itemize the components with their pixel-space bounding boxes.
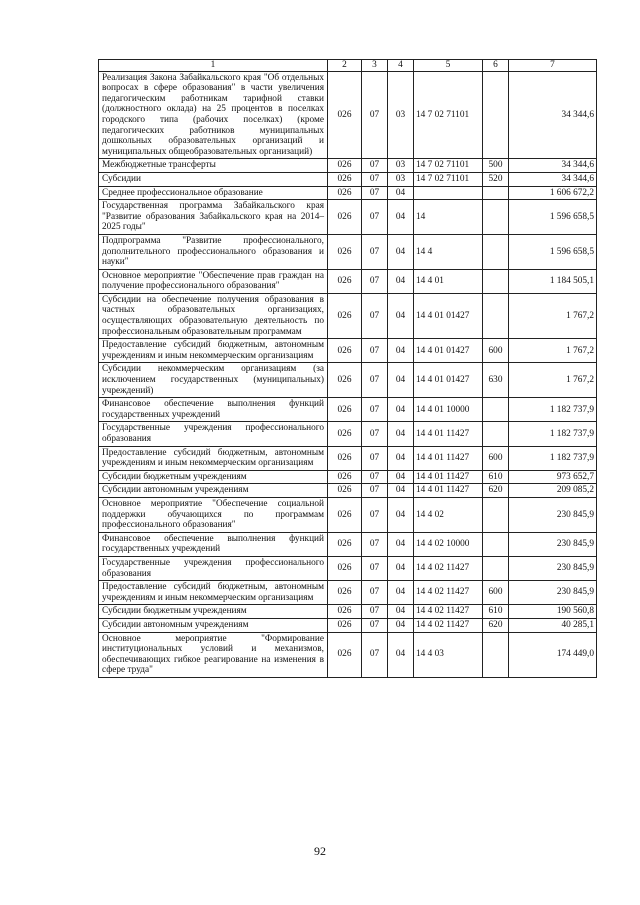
cell-section: 07 xyxy=(362,422,388,446)
cell-target-article: 14 4 xyxy=(414,234,483,269)
cell-subsection: 04 xyxy=(388,339,414,363)
cell-expense-type: 520 xyxy=(483,172,509,186)
cell-ministry-code: 026 xyxy=(328,470,362,484)
table-row xyxy=(99,269,597,293)
cell-target-article: 14 7 02 71101 xyxy=(414,159,483,173)
cell-expense-type: 600 xyxy=(483,339,509,363)
cell-subsection: 04 xyxy=(388,605,414,619)
cell-expense-type xyxy=(483,632,509,677)
cell-amount: 973 652,7 xyxy=(509,470,597,484)
cell-subsection: 04 xyxy=(388,632,414,677)
cell-section: 07 xyxy=(362,71,388,159)
cell-description: Основное мероприятие "Формирование институциональных условий и механизмов, обеспечивающих гибкое реагирование на изменения в сфере труда" xyxy=(99,632,328,677)
cell-section: 07 xyxy=(362,581,388,605)
cell-section: 07 xyxy=(362,532,388,556)
cell-amount: 1 184 505,1 xyxy=(509,269,597,293)
column-header: 3 xyxy=(362,60,388,72)
cell-amount: 230 845,9 xyxy=(509,556,597,580)
cell-ministry-code: 026 xyxy=(328,172,362,186)
table-header-row xyxy=(99,60,597,72)
table-row xyxy=(99,186,597,200)
cell-description: Субсидии xyxy=(99,172,328,186)
cell-description: Субсидии некоммерческим организациям (за исключением государственных (муниципальных) учреждений) xyxy=(99,363,328,398)
cell-target-article: 14 4 01 01427 xyxy=(414,363,483,398)
cell-amount: 230 845,9 xyxy=(509,497,597,532)
cell-ministry-code: 026 xyxy=(328,581,362,605)
cell-ministry-code: 026 xyxy=(328,269,362,293)
cell-expense-type: 620 xyxy=(483,484,509,498)
cell-target-article: 14 4 02 10000 xyxy=(414,532,483,556)
cell-section: 07 xyxy=(362,446,388,470)
cell-description: Субсидии бюджетным учреждениям xyxy=(99,470,328,484)
cell-subsection: 04 xyxy=(388,363,414,398)
cell-description: Подпрограмма "Развитие профессионального, дополнительного профессионального образования и науки" xyxy=(99,234,328,269)
cell-ministry-code: 026 xyxy=(328,159,362,173)
budget-table xyxy=(98,59,597,678)
page-number: 92 xyxy=(314,844,326,858)
cell-expense-type xyxy=(483,497,509,532)
cell-section: 07 xyxy=(362,618,388,632)
cell-subsection: 04 xyxy=(388,293,414,338)
table-row xyxy=(99,234,597,269)
cell-subsection: 04 xyxy=(388,398,414,422)
cell-subsection: 04 xyxy=(388,618,414,632)
table-row xyxy=(99,556,597,580)
cell-expense-type: 630 xyxy=(483,363,509,398)
cell-amount: 230 845,9 xyxy=(509,532,597,556)
cell-description: Государственные учреждения профессионального образования xyxy=(99,556,328,580)
cell-description: Предоставление субсидий бюджетным, автономным учреждениям и иным некоммерческим организациям xyxy=(99,446,328,470)
cell-section: 07 xyxy=(362,159,388,173)
cell-section: 07 xyxy=(362,470,388,484)
cell-subsection: 04 xyxy=(388,422,414,446)
cell-expense-type xyxy=(483,269,509,293)
cell-ministry-code: 026 xyxy=(328,363,362,398)
cell-target-article: 14 4 01 xyxy=(414,269,483,293)
cell-ministry-code: 026 xyxy=(328,398,362,422)
cell-section: 07 xyxy=(362,293,388,338)
cell-section: 07 xyxy=(362,269,388,293)
cell-ministry-code: 026 xyxy=(328,339,362,363)
cell-expense-type: 600 xyxy=(483,446,509,470)
cell-expense-type: 620 xyxy=(483,618,509,632)
cell-subsection: 04 xyxy=(388,484,414,498)
cell-expense-type xyxy=(483,556,509,580)
cell-amount: 40 285,1 xyxy=(509,618,597,632)
cell-description: Финансовое обеспечение выполнения функций государственных учреждений xyxy=(99,398,328,422)
cell-target-article: 14 7 02 71101 xyxy=(414,172,483,186)
cell-expense-type: 600 xyxy=(483,581,509,605)
cell-ministry-code: 026 xyxy=(328,618,362,632)
cell-target-article: 14 4 02 11427 xyxy=(414,618,483,632)
cell-section: 07 xyxy=(362,172,388,186)
cell-ministry-code: 026 xyxy=(328,186,362,200)
cell-ministry-code: 026 xyxy=(328,484,362,498)
cell-target-article: 14 4 01 11427 xyxy=(414,484,483,498)
table-row xyxy=(99,159,597,173)
cell-ministry-code: 026 xyxy=(328,497,362,532)
cell-amount: 1 596 658,5 xyxy=(509,200,597,235)
cell-expense-type xyxy=(483,293,509,338)
cell-section: 07 xyxy=(362,484,388,498)
cell-description: Субсидии на обеспечение получения образования в частных образовательных организациях, осуществляющих образовательную деятельность по профессиональным образовательным программам xyxy=(99,293,328,338)
cell-subsection: 03 xyxy=(388,172,414,186)
cell-target-article: 14 4 01 01427 xyxy=(414,293,483,338)
cell-subsection: 04 xyxy=(388,186,414,200)
cell-description: Среднее профессиональное образование xyxy=(99,186,328,200)
cell-description: Субсидии автономным учреждениям xyxy=(99,484,328,498)
cell-target-article: 14 xyxy=(414,200,483,235)
cell-subsection: 04 xyxy=(388,497,414,532)
table-body xyxy=(99,71,597,677)
column-header: 2 xyxy=(328,60,362,72)
cell-subsection: 03 xyxy=(388,71,414,159)
table-row xyxy=(99,363,597,398)
cell-amount: 34 344,6 xyxy=(509,71,597,159)
table-row xyxy=(99,339,597,363)
cell-expense-type xyxy=(483,422,509,446)
cell-description: Предоставление субсидий бюджетным, автономным учреждениям и иным некоммерческим организациям xyxy=(99,339,328,363)
cell-target-article: 14 4 02 11427 xyxy=(414,605,483,619)
cell-target-article: 14 4 02 11427 xyxy=(414,581,483,605)
cell-expense-type xyxy=(483,186,509,200)
table-row xyxy=(99,532,597,556)
table-row xyxy=(99,71,597,159)
cell-expense-type xyxy=(483,532,509,556)
cell-description: Государственная программа Забайкальского края "Развитие образования Забайкальского края на 2014–2025 годы" xyxy=(99,200,328,235)
cell-target-article: 14 4 01 11427 xyxy=(414,422,483,446)
cell-description: Субсидии автономным учреждениям xyxy=(99,618,328,632)
cell-amount: 1 767,2 xyxy=(509,339,597,363)
cell-subsection: 03 xyxy=(388,159,414,173)
cell-amount: 1 767,2 xyxy=(509,363,597,398)
column-header: 7 xyxy=(509,60,597,72)
column-header: 4 xyxy=(388,60,414,72)
cell-section: 07 xyxy=(362,234,388,269)
cell-ministry-code: 026 xyxy=(328,446,362,470)
cell-amount: 174 449,0 xyxy=(509,632,597,677)
cell-ministry-code: 026 xyxy=(328,422,362,446)
cell-target-article: 14 4 01 01427 xyxy=(414,339,483,363)
table-row xyxy=(99,497,597,532)
cell-description: Основное мероприятие "Обеспечение прав граждан на получение профессионального образования" xyxy=(99,269,328,293)
cell-amount: 1 182 737,9 xyxy=(509,446,597,470)
cell-subsection: 04 xyxy=(388,200,414,235)
cell-subsection: 04 xyxy=(388,234,414,269)
cell-amount: 1 606 672,2 xyxy=(509,186,597,200)
cell-amount: 1 182 737,9 xyxy=(509,422,597,446)
cell-subsection: 04 xyxy=(388,446,414,470)
cell-section: 07 xyxy=(362,398,388,422)
column-header: 1 xyxy=(99,60,328,72)
cell-section: 07 xyxy=(362,186,388,200)
cell-amount: 34 344,6 xyxy=(509,159,597,173)
cell-amount: 1 767,2 xyxy=(509,293,597,338)
cell-description: Предоставление субсидий бюджетным, автономным учреждениям и иным некоммерческим организациям xyxy=(99,581,328,605)
cell-description: Межбюджетные трансферты xyxy=(99,159,328,173)
cell-subsection: 04 xyxy=(388,556,414,580)
cell-expense-type xyxy=(483,71,509,159)
cell-target-article: 14 4 01 11427 xyxy=(414,446,483,470)
table-row xyxy=(99,293,597,338)
cell-section: 07 xyxy=(362,200,388,235)
cell-ministry-code: 026 xyxy=(328,200,362,235)
cell-subsection: 04 xyxy=(388,581,414,605)
cell-section: 07 xyxy=(362,363,388,398)
cell-amount: 34 344,6 xyxy=(509,172,597,186)
cell-subsection: 04 xyxy=(388,470,414,484)
cell-subsection: 04 xyxy=(388,532,414,556)
cell-section: 07 xyxy=(362,632,388,677)
table-row xyxy=(99,446,597,470)
cell-description: Финансовое обеспечение выполнения функций государственных учреждений xyxy=(99,532,328,556)
cell-section: 07 xyxy=(362,497,388,532)
cell-target-article: 14 4 03 xyxy=(414,632,483,677)
table-row xyxy=(99,172,597,186)
cell-ministry-code: 026 xyxy=(328,293,362,338)
column-header: 6 xyxy=(483,60,509,72)
cell-target-article: 14 4 01 10000 xyxy=(414,398,483,422)
cell-amount: 1 182 737,9 xyxy=(509,398,597,422)
cell-expense-type xyxy=(483,398,509,422)
table-row xyxy=(99,484,597,498)
cell-section: 07 xyxy=(362,605,388,619)
cell-expense-type xyxy=(483,234,509,269)
cell-ministry-code: 026 xyxy=(328,556,362,580)
cell-target-article: 14 4 01 11427 xyxy=(414,470,483,484)
table-row xyxy=(99,632,597,677)
cell-amount: 230 845,9 xyxy=(509,581,597,605)
cell-amount: 209 085,2 xyxy=(509,484,597,498)
cell-ministry-code: 026 xyxy=(328,71,362,159)
cell-amount: 190 560,8 xyxy=(509,605,597,619)
table-row xyxy=(99,422,597,446)
cell-description: Реализация Закона Забайкальского края "Об отдельных вопросах в сфере образования" в части увеличения педагогическим работникам тарифной ставки (должностного оклада) на 25 процентов в поселках городского типа (рабочих поселках) (кроме педагогических работников муниципальных дошкольных образовательных организаций и муниципальных общеобразовательных организаций) xyxy=(99,71,328,159)
cell-amount: 1 596 658,5 xyxy=(509,234,597,269)
cell-target-article xyxy=(414,186,483,200)
cell-target-article: 14 4 02 xyxy=(414,497,483,532)
cell-expense-type: 500 xyxy=(483,159,509,173)
cell-description: Основное мероприятие "Обеспечение социальной поддержки обучающихся по программам профессионального образования" xyxy=(99,497,328,532)
cell-section: 07 xyxy=(362,339,388,363)
cell-description: Субсидии бюджетным учреждениям xyxy=(99,605,328,619)
cell-ministry-code: 026 xyxy=(328,234,362,269)
cell-expense-type xyxy=(483,200,509,235)
column-header: 5 xyxy=(414,60,483,72)
table-row xyxy=(99,398,597,422)
cell-section: 07 xyxy=(362,556,388,580)
cell-expense-type: 610 xyxy=(483,470,509,484)
table-row xyxy=(99,605,597,619)
cell-target-article: 14 7 02 71101 xyxy=(414,71,483,159)
cell-ministry-code: 026 xyxy=(328,632,362,677)
table-row xyxy=(99,618,597,632)
cell-description: Государственные учреждения профессионального образования xyxy=(99,422,328,446)
cell-subsection: 04 xyxy=(388,269,414,293)
cell-ministry-code: 026 xyxy=(328,532,362,556)
cell-ministry-code: 026 xyxy=(328,605,362,619)
table-row xyxy=(99,470,597,484)
table-row xyxy=(99,581,597,605)
cell-expense-type: 610 xyxy=(483,605,509,619)
cell-target-article: 14 4 02 11427 xyxy=(414,556,483,580)
table-row xyxy=(99,200,597,235)
